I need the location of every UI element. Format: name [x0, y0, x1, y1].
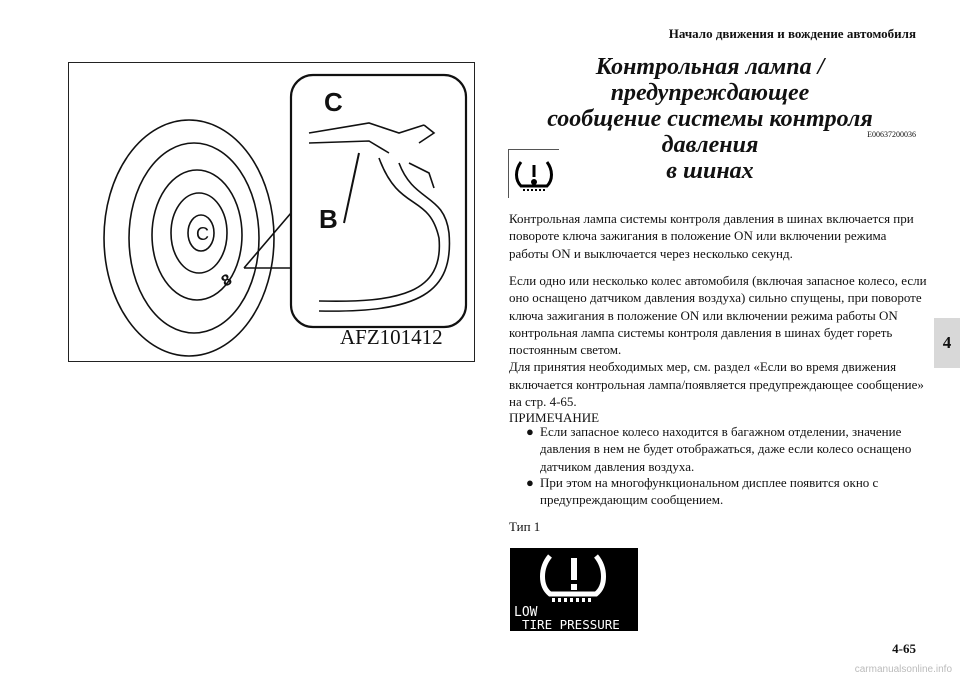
figure-code: AFZ101412 — [340, 325, 443, 349]
title-line: Контрольная лампа / предупреждающее — [595, 54, 825, 106]
note-title: ПРИМЕЧАНИЕ — [509, 410, 600, 425]
section-code: E00637200036 — [867, 130, 916, 139]
bullet-icon: ● — [526, 475, 534, 490]
title-line: в шинах — [666, 158, 754, 184]
paragraph-reference: Для принятия необходимых мер, см. раздел «Если во время движения включается контрольная лампа/появляется предупреждающее сообщение» на стр. 4-65. — [509, 359, 924, 410]
display-line2: TIRE PRESSURE — [522, 617, 620, 631]
watermark: carmanualsonline.info — [854, 664, 952, 675]
tire-drawing — [104, 120, 274, 356]
tire-pressure-warning-icon — [510, 548, 638, 631]
bullet-icon: ● — [526, 424, 534, 439]
section-title — [500, 54, 920, 184]
running-header: Начало движения и вождение автомобиля — [668, 26, 916, 41]
multi-info-display — [510, 548, 638, 631]
note-text: При этом на многофункциональном дисплее появится окно с предупреждающим сообщением. — [540, 475, 879, 508]
page-number: 4-65 — [892, 641, 916, 656]
note-text: Если запасное колесо находится в багажном отделении, значение давления в нем не будет отображаться, даже если колесо оснащено датчиком давления воздуха. — [540, 424, 912, 474]
paragraph-group — [509, 272, 929, 410]
paragraph: Если одно или несколько колес автомобиля (включая запасное колесо, если оно оснащено датчиком давления воздуха) сильно спущены, при повороте ключа зажигания в положение ON или включении режима работы ON контрольная лампа системы контроля давления в шинах будет гореть постоянным светом. — [509, 273, 927, 358]
label-c: C — [324, 87, 343, 117]
note-bullet — [526, 423, 926, 475]
svg-text:C: C — [196, 224, 209, 244]
chapter-tab: 4 — [934, 318, 960, 368]
display-line1: LOW — [514, 605, 538, 620]
label-b: B — [319, 204, 338, 234]
tire-valve-illustration — [68, 62, 475, 362]
note-bullet — [526, 474, 926, 509]
tire-pressure-warning-icon — [508, 149, 559, 198]
type-label: Тип 1 — [509, 519, 541, 534]
svg-text:8: 8 — [218, 271, 236, 291]
title-line: сообщение системы контроля давления — [547, 106, 873, 158]
paragraph: Контрольная лампа системы контроля давления в шинах включается при повороте ключа зажигания в положение ON или включении режима работы ON и выключается через несколько секунд. — [509, 211, 914, 261]
